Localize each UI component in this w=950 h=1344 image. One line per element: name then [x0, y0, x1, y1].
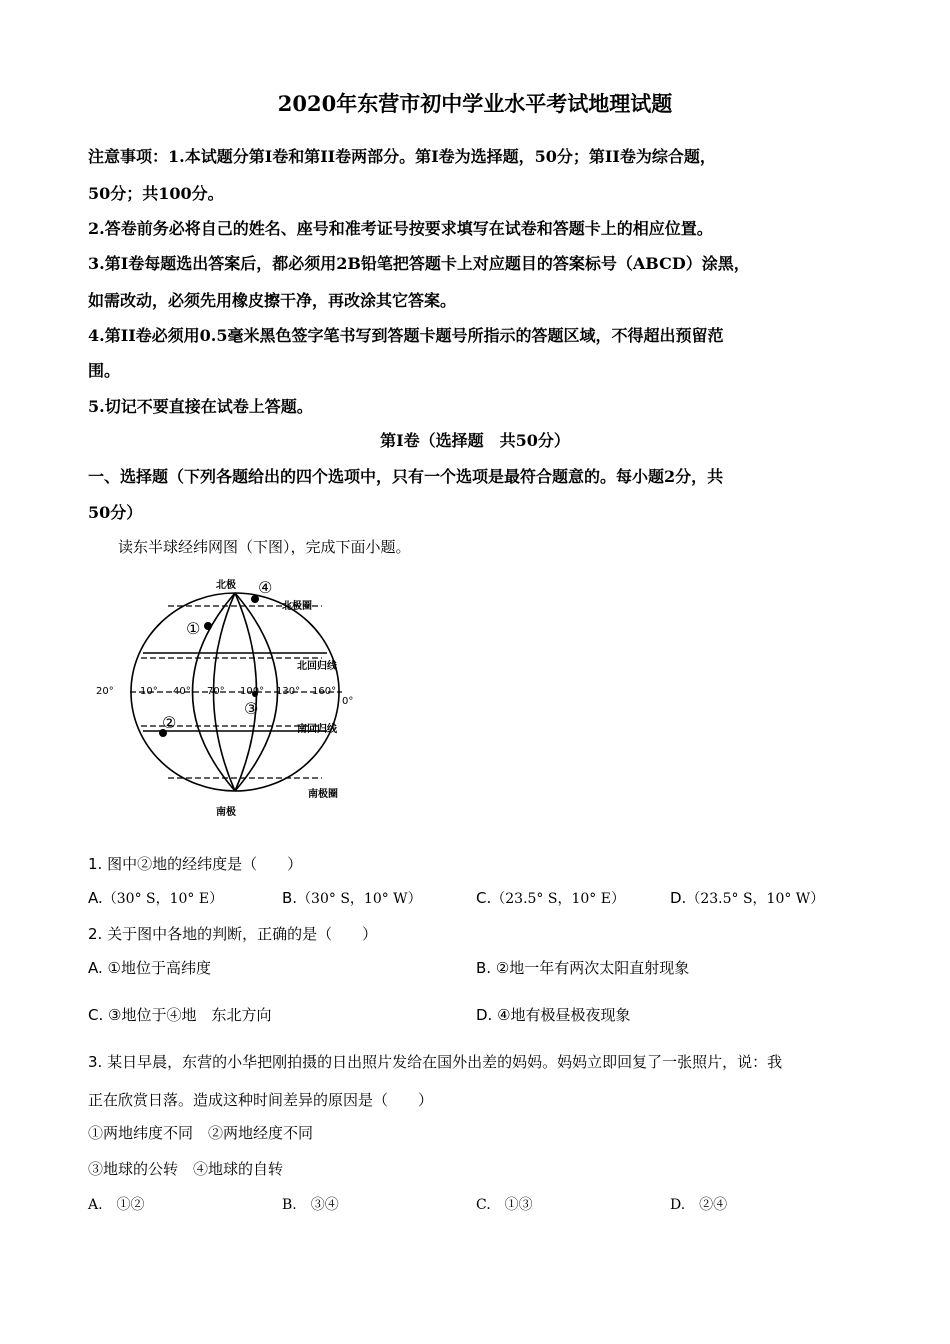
north-pole-label: 北极 [216, 580, 236, 591]
question-1-number: 1. [88, 855, 103, 873]
notes-line-3: 2.答卷前务必将自己的姓名、座号和准考证号按要求填写在试卷和答题卡上的相应位置。 [88, 219, 713, 238]
question-3-option-a[interactable]: A. ①② [88, 1197, 145, 1213]
question-1-option-c[interactable]: C.（23.5° S，10° E） [476, 889, 625, 907]
question-3-stem-line-2: 正在欣赏日落。造成这种时间差异的原因是（ ） [88, 1091, 434, 1109]
longitude-40-label: 40° [173, 686, 191, 697]
question-3-items-line-1: ①两地纬度不同 ②两地经度不同 [88, 1124, 314, 1142]
south-pole-label: 南极 [216, 807, 236, 818]
question-1-option-d[interactable]: D.（23.5° S，10° W） [670, 889, 825, 907]
question-3-option-b[interactable]: B. ③④ [282, 1197, 339, 1213]
longitude-130-label: 130° [276, 686, 301, 697]
map-intro: 读东半球经纬网图（下图），完成下面小题。 [118, 538, 411, 556]
tropic-of-cancer-label: 北回归线 [297, 661, 337, 672]
question-3-number: 3. [88, 1053, 103, 1071]
notes-line-7: 围。 [88, 361, 121, 380]
tropic-of-capricorn-label: 南回归线 [297, 724, 337, 735]
question-1-text: 图中②地的经纬度是（ ） [107, 855, 303, 873]
notes-line-5: 如需改动，必须先用橡皮擦干净，再改涂其它答案。 [88, 291, 457, 310]
question-1-option-b[interactable]: B.（30° S，10° W） [282, 889, 422, 907]
notes-line-6: 4.第II卷必须用0.5毫米黑色签字笔书写到答题卡题号所指示的答题区域，不得超出预留范 [88, 326, 724, 345]
notes-line-2: 50分；共100分。 [88, 184, 224, 203]
question-1-option-a[interactable]: A.（30° S，10° E） [88, 889, 224, 907]
point-3-label: ③ [244, 699, 259, 718]
question-2-text: 关于图中各地的判断，正确的是（ ） [107, 925, 378, 943]
question-3-option-d[interactable]: D. ②④ [670, 1197, 728, 1213]
question-2-option-c[interactable]: C. ③地位于④地 东北方向 [88, 1006, 272, 1024]
question-1-stem [88, 853, 302, 874]
page-title: 2020年东营市初中学业水平考试地理试题 [277, 91, 673, 116]
eastern-hemisphere-map [90, 572, 360, 822]
question-3-stem-line-1: 3. 某日早晨，东营的小华把刚拍摄的日出照片发给在国外出差的妈妈。妈妈立即回复了一张照片，说：我 [88, 1053, 783, 1071]
longitude-70-label: 70° [207, 686, 225, 697]
question-2-stem [88, 923, 377, 944]
question-2-number: 2. [88, 925, 103, 943]
longitude-20-label: 20° [96, 686, 114, 697]
longitude-10-label: 10° [140, 686, 158, 697]
point-4-label: ④ [258, 578, 273, 597]
question-2-option-d[interactable]: D. ④地有极昼极夜现象 [476, 1006, 631, 1024]
antarctic-circle-label: 南极圈 [308, 789, 338, 800]
longitude-160-label: 160° [312, 686, 337, 697]
point-1-label: ① [186, 619, 201, 638]
notes-line-1: 注意事项：1.本试题分第Ⅰ卷和第II卷两部分。第Ⅰ卷为选择题，50分；第II卷为综合题， [88, 147, 716, 166]
part1-instructions-line-2: 50分） [88, 503, 143, 522]
arctic-circle-label: 北极圈 [282, 601, 312, 612]
notes-line-4: 3.第Ⅰ卷每题选出答案后，都必须用2B铅笔把答题卡上对应题目的答案标号（ABCD）涂黑， [88, 254, 750, 273]
question-3-items-line-2: ③地球的公转 ④地球的自转 [88, 1160, 284, 1178]
notes-line-8: 5.切记不要直接在试卷上答题。 [88, 397, 313, 416]
part1-instructions-line-1: 一、选择题（下列各题给出的四个选项中，只有一个选项是最符合题意的。每小题2分，共 [88, 467, 724, 486]
section-heading: 第Ⅰ卷（选择题 共50分） [380, 431, 570, 450]
question-3-option-c[interactable]: C. ①③ [476, 1197, 533, 1213]
point-2-label: ② [162, 713, 177, 732]
question-2-option-b[interactable]: B. ②地一年有两次太阳直射现象 [476, 959, 690, 977]
equator-0-label: 0° [342, 696, 354, 707]
longitude-100-label: 100° [240, 686, 265, 697]
question-2-option-a[interactable]: A. ①地位于高纬度 [88, 959, 211, 977]
point-1-dot [204, 622, 212, 630]
